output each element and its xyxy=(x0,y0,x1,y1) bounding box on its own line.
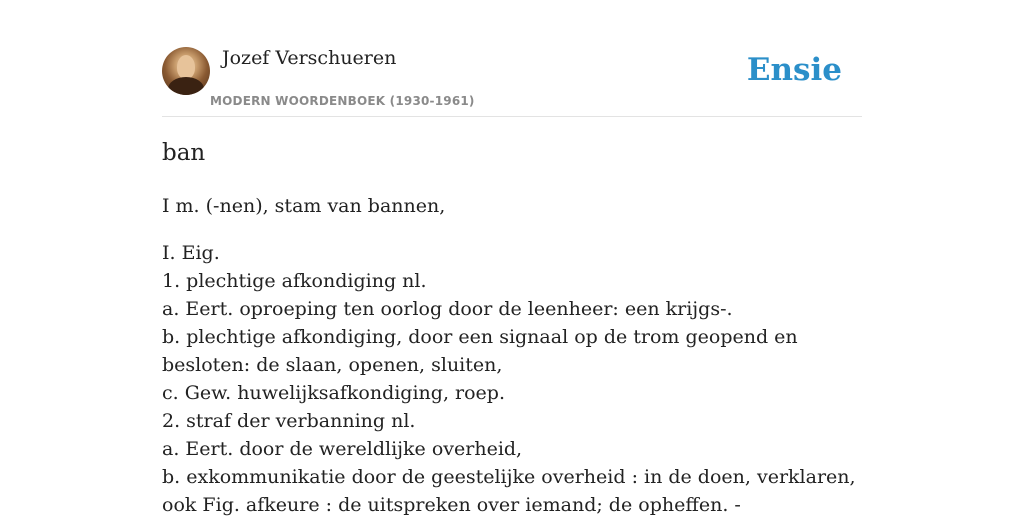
definition-line: a. Eert. oproeping ten oorlog door de leenheer: een krijgs-. xyxy=(162,298,733,320)
definition-line: c. Gew. huwelijksafkondiging, roep. xyxy=(162,382,505,404)
definition-line: I. Eig. xyxy=(162,242,220,264)
entry-header xyxy=(162,44,862,117)
definition-intro: I m. (-nen), stam van bannen, xyxy=(162,195,446,217)
author-name-link[interactable]: Jozef Verschueren xyxy=(222,47,397,69)
source-label[interactable]: MODERN WOORDENBOEK (1930-1961) xyxy=(210,94,475,108)
definition-line: 1. plechtige afkondiging nl. xyxy=(162,270,427,292)
author-avatar[interactable] xyxy=(162,47,210,95)
entry-definition xyxy=(162,192,862,519)
avatar-coat xyxy=(168,77,204,95)
definition-line: a. Eert. door de wereldlijke overheid, xyxy=(162,438,523,460)
brand-logo[interactable]: Ensie xyxy=(746,52,842,88)
page-title: ban xyxy=(162,140,206,166)
avatar-face xyxy=(177,55,195,79)
definition-line: 2. straf der verbanning nl. xyxy=(162,410,416,432)
definition-line: b. plechtige afkondiging, door een signaal op de trom geopend en besloten: de slaan, openen, sluiten, xyxy=(162,326,798,376)
definition-line: b. exkommunikatie door de geestelijke overheid : in de doen, verklaren, ook Fig. afkeure : de uitspreken over iemand; de opheffen. - xyxy=(162,466,856,516)
